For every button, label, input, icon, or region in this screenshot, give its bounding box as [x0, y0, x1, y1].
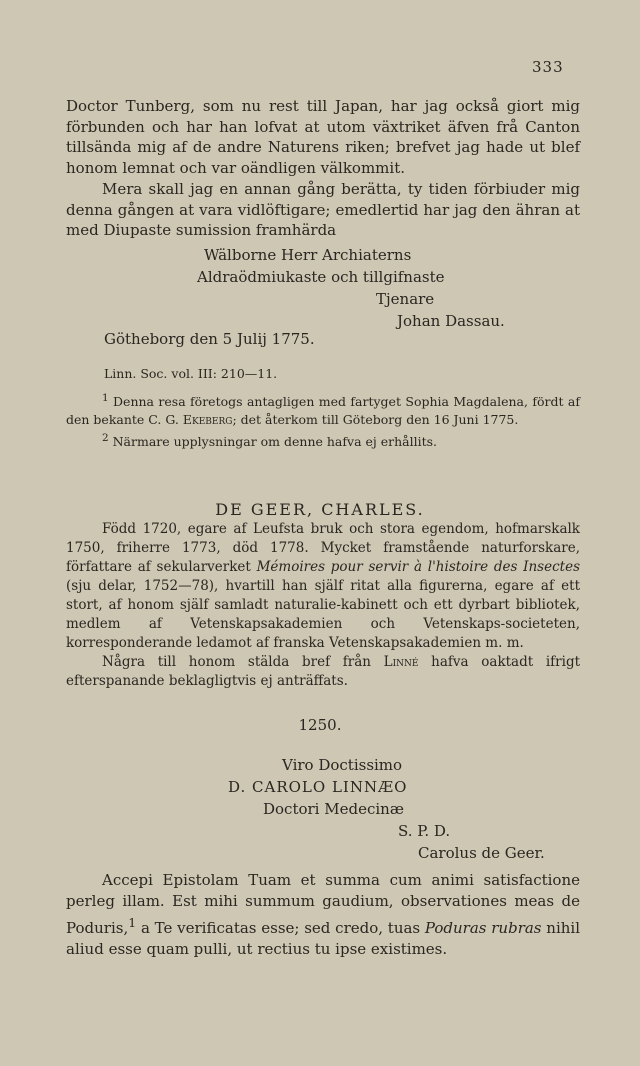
latin-footnote-marker: 1: [128, 915, 137, 930]
footnote-1-text-b: ; det återkom till Göteborg den 16 Juni 1775.: [232, 412, 519, 428]
latin-text-3: nihil aliud esse quam pulli, ut rectius tu ipse existimes.: [66, 919, 581, 958]
letter-header-line-3: Doctori Medecinæ: [263, 800, 404, 818]
letter-header-line-2: D. CAROLO LINNÆO: [228, 778, 408, 796]
bio-text-3b: hafva oaktadt ifrigt efterspanande beklagligtvis ej anträffats.: [66, 654, 581, 689]
footnote-2-text: Närmare upplysningar om denne hafva ej erhållits.: [112, 434, 438, 450]
bio-text-3a: Några till honom stälda bref från: [102, 654, 371, 670]
place-date: Götheborg den 5 Julij 1775.: [104, 330, 315, 348]
footnote-1-text-a: Denna resa företogs antagligen med fartyget Sophia Magdalena, fördt af den bekante C. G.: [66, 394, 580, 428]
bio-paragraph-2: [66, 653, 580, 691]
footnote-2-marker: 2: [102, 432, 109, 445]
letter-paragraph-1: Doctor Tunberg, som nu rest till Japan, har jag också giort mig förbunden och har han lofvat at utom växtriket äfven frå Canton tillsända mig af de andre Naturens riken; brefvet jag hade ut blef honom lemnat och var oändligen välkommit.: [66, 97, 580, 177]
footnote-1-name: Ekeberg: [182, 412, 233, 428]
letter-header-line-1: Viro Doctissimo: [282, 756, 403, 774]
closing-line-3: Tjenare: [376, 290, 435, 308]
source-reference: Linn. Soc. vol. III: 210—11.: [104, 366, 278, 381]
footnote-2: [66, 429, 580, 451]
bio-text-1: Född 1720, egare af Leufsta bruk och stora egendom, hofmarskalk 1750, friherre 1773, död 1778. Mycket framstående naturforskare, författare af sekularverket: [66, 521, 580, 575]
latin-italic: Poduras rubras: [424, 919, 542, 937]
biography: [66, 520, 580, 691]
latin-text-2: a Te verificatas esse; sed credo, tuas: [140, 919, 421, 937]
bio-text-2: (sju delar, 1752—78), hvartill han själf ritat alla figurerna, egare af ett stort, af honom själf samladt naturalie-kabinett och ett dyrbart bibliotek, medlem af Vetenskapsakademien och Vetenskaps-societeten, korresponderande ledamot af franska Vetenskapsakademien m. m.: [66, 578, 580, 651]
footnotes: [66, 389, 580, 451]
letter-header-line-4: S. P. D.: [398, 822, 451, 840]
page-number: 333: [532, 58, 564, 76]
bio-paragraph-1: [66, 520, 580, 653]
closing-line-2: Aldraödmiukaste och tillgifnaste: [197, 268, 445, 286]
letter-number: 1250.: [298, 716, 342, 734]
section-heading: DE GEER, CHARLES.: [215, 500, 425, 519]
bio-name-linne: Linné: [383, 654, 419, 670]
signature: Johan Dassau.: [397, 312, 505, 330]
closing-line-1: Wälborne Herr Archiaterns: [204, 246, 412, 264]
latin-text-1: Accepi Epistolam Tuam et summa cum animi satisfactione perleg illam. Est mihi summum gaudium, observationes meas de Poduris,: [66, 871, 580, 937]
bio-work-title: Mémoires pour servir à l'histoire des Insectes: [256, 559, 580, 575]
footnote-1: [66, 389, 580, 429]
footnote-1-marker: 1: [102, 392, 109, 404]
latin-letter-text: [66, 870, 580, 960]
letter-header-line-5: Carolus de Geer.: [418, 844, 545, 862]
letter-paragraph-2: Mera skall jag en annan gång berätta, ty tiden förbiuder mig denna gången at vara vidlöftigare; emedlertid har jag den ähran at med Diupaste sumission framhärda: [66, 180, 580, 239]
